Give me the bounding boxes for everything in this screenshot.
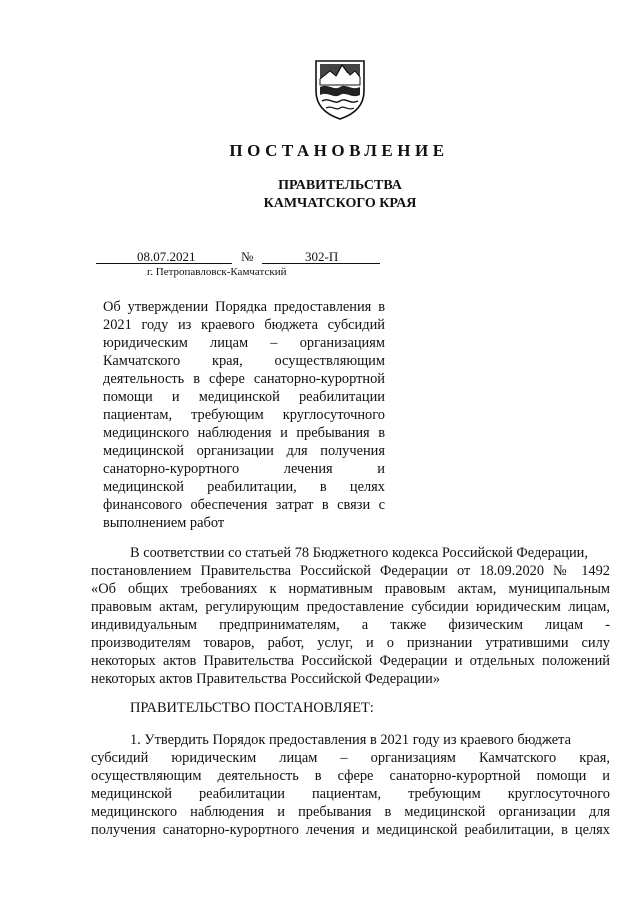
issuing-authority-line1: ПРАВИТЕЛЬСТВА [278, 178, 402, 193]
number-sign: № [241, 249, 254, 264]
document-type-title: ПОСТАНОВЛЕНИЕ [229, 141, 449, 160]
subject-line: помощи и медицинской реабилитации [103, 389, 385, 405]
preamble-line: некоторых актов Правительства Российской Федерации и отдельных положений [91, 653, 610, 669]
document-date: 08.07.2021 [137, 249, 196, 264]
kamchatka-coat-of-arms-icon [312, 57, 368, 121]
issuing-authority-line2: КАМЧАТСКОГО КРАЯ [263, 196, 417, 211]
preamble-line: правовым актам, регулирующим предоставление субсидии юридическим лицам, [91, 599, 610, 615]
document-number: 302-П [305, 249, 339, 264]
preamble-line: постановлением Правительства Российской Федерации от 18.09.2020 № 1492 [91, 563, 610, 579]
subject-line: медицинской реабилитации, в целях [103, 479, 385, 495]
preamble-line: В соответствии со статьей 78 Бюджетного кодекса Российской Федерации, [130, 545, 588, 561]
preamble-line: индивидуальным предпринимателям, а также физическим лицам - [91, 617, 610, 633]
item1-line: получения санаторно-курортного лечения и медицинской реабилитации, в целях [91, 822, 610, 838]
subject-line: Об утверждении Порядка предоставления в [103, 299, 385, 315]
preamble-line: некоторых актов Правительства Российской Федерации» [91, 671, 441, 687]
preamble-line: «Об общих требованиях к нормативным правовым актам, муниципальным [91, 581, 610, 597]
item1-line: 1. Утвердить Порядок предоставления в 2021 году из краевого бюджета [130, 732, 571, 748]
subject-line: 2021 году из краевого бюджета субсидий [103, 317, 385, 333]
item1-line: медицинского наблюдения и пребывания в медицинской организации для [91, 804, 610, 820]
subject-line: Камчатского края, осуществляющим [103, 353, 385, 369]
subject-line: финансового обеспечения затрат в связи с [103, 497, 385, 513]
subject-line: пациентам, требующим круглосуточного [103, 407, 385, 423]
subject-line: санаторно-курортного лечения и [103, 461, 385, 477]
subject-line: юридическим лицам – организациям [103, 335, 385, 351]
subject-line: выполнением работ [103, 515, 225, 531]
resolution-heading: ПРАВИТЕЛЬСТВО ПОСТАНОВЛЯЕТ: [130, 700, 374, 716]
item1-line: медицинской реабилитации пациентам, требующим круглосуточного [91, 786, 610, 802]
preamble-line: производителям товаров, работ, услуг, и о признании утратившими силу [91, 635, 610, 651]
subject-line: деятельность в сфере санаторно-курортной [103, 371, 385, 387]
city-caption: г. Петропавловск-Камчатский [147, 266, 287, 278]
item1-line: осуществляющим деятельность в сфере санаторно-курортной помощи и [91, 768, 610, 784]
subject-line: медицинского наблюдения и пребывания в [103, 425, 385, 441]
subject-line: медицинской организации для получения [103, 443, 385, 459]
item1-line: субсидий юридическим лицам – организациям Камчатского края, [91, 750, 610, 766]
